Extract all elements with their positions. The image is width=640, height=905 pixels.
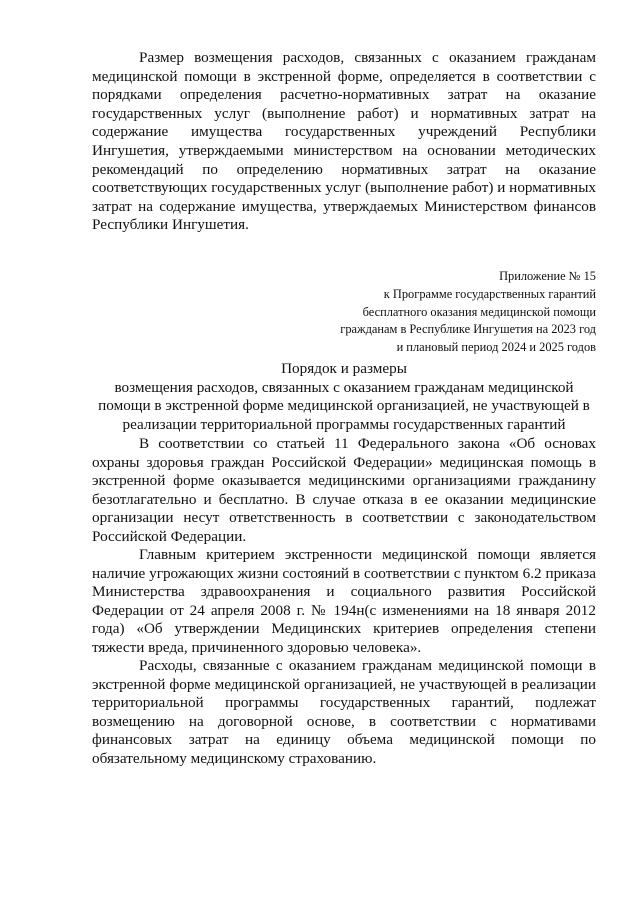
- document-heading: [92, 360, 596, 434]
- appendix-reference: [276, 268, 596, 357]
- appendix-line: бесплатного оказания медицинской помощи: [362, 304, 596, 319]
- appendix-line: гражданам в Республике Ингушетия на 2023 год: [340, 322, 596, 337]
- heading-title: Порядок и размеры: [281, 360, 407, 377]
- appendix-number: Приложение № 15: [499, 269, 596, 283]
- appendix-line: к Программе государственных гарантий: [383, 286, 596, 301]
- body-paragraph: В соответствии со статьей 11 Федерального закона «Об основах охраны здоровья граждан Российской Федерации» медицинская помощь в экстренной форме оказывается медицинскими организациями гражданину безотлагательно и бесплатно. В случае отказа в ее оказании медицинские организации несут ответственность в соответствии с законодательством Российской Федерации.: [92, 435, 596, 545]
- heading-line: реализации территориальной программы государственных гарантий: [122, 415, 566, 433]
- intro-paragraph: Размер возмещения расходов, связанных с оказанием гражданам медицинской помощи в экстренной форме, определяется в соответствии с порядками определения расчетно-нормативных затрат на оказание государственных услуг (выполнение работ) и нормативных затрат на содержание имущества государственных учреждений Республики Ингушетия, утверждаемыми министерством на основании методических рекомендаций по определению нормативных затрат на оказание соответствующих государственных услуг (выполнение работ) и нормативных затрат на содержание имущества, утверждаемых Министерством финансов Республики Ингушетия.: [92, 49, 596, 234]
- heading-line: возмещения расходов, связанных с оказанием гражданам медицинской: [114, 378, 574, 396]
- heading-line: помощи в экстренной форме медицинской организацией, не участвующей в: [98, 397, 590, 415]
- body-paragraph: Главным критерием экстренности медицинской помощи является наличие угрожающих жизни состояний в соответствии с пунктом 6.2 приказа Министерства здравоохранения и социального развития Российской Федерации от 24 апреля 2008 г. № 194н(с изменениями на 18 января 2012 года) «Об утверждении Медицинских критериев определения степени тяжести вреда, причиненного здоровью человека».: [92, 546, 596, 656]
- appendix-line: и плановый период 2024 и 2025 годов: [396, 340, 596, 355]
- body-paragraph: Расходы, связанные с оказанием гражданам медицинской помощи в экстренной форме медицинской организацией, не участвующей в реализации территориальной программы государственных гарантий, подлежат возмещению на договорной основе, в соответствии с нормативами финансовых затрат на единицу объема медицинской помощи по обязательному медицинскому страхованию.: [92, 657, 596, 767]
